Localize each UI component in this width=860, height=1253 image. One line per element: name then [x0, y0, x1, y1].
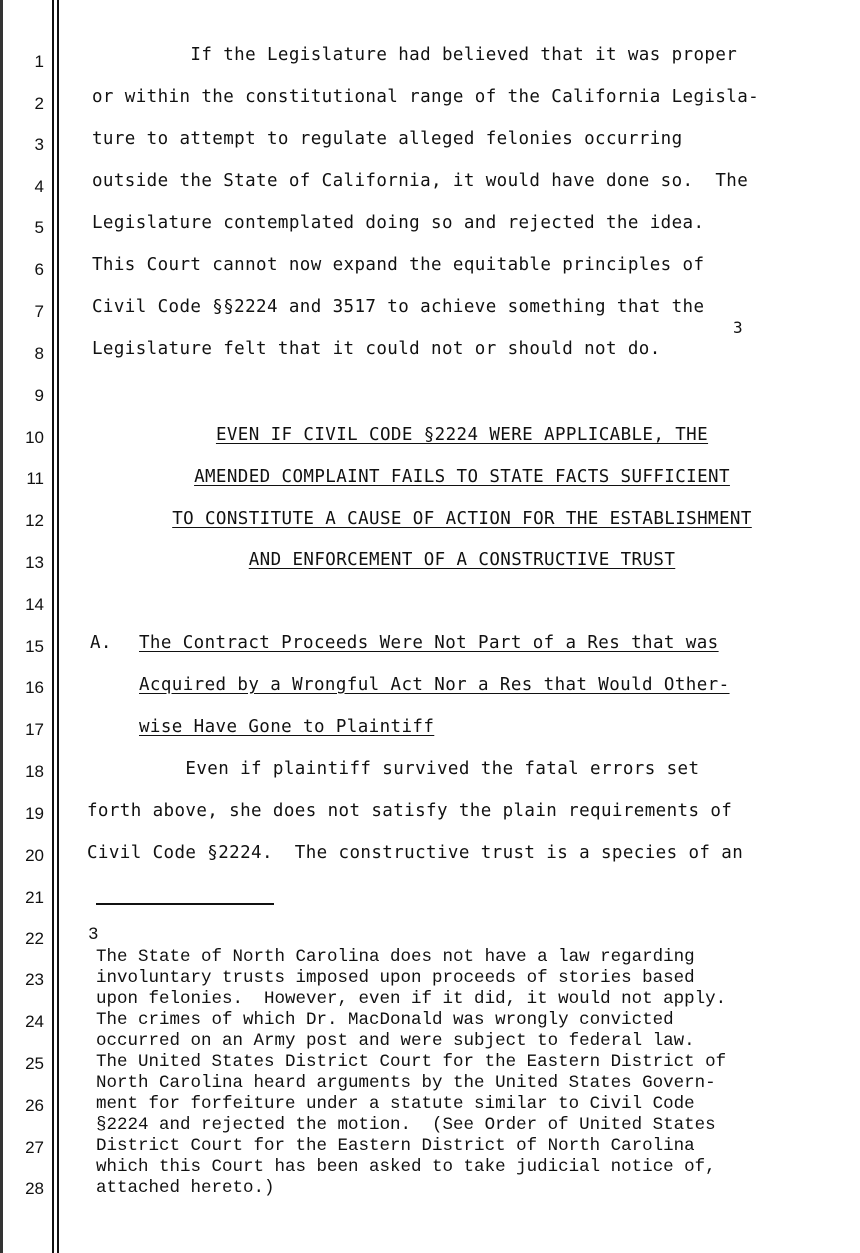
subheading-line: Acquired by a Wrongful Act Nor a Res that Would Other- [139, 675, 730, 695]
text-line: Even if plaintiff survived the fatal errors set [87, 759, 700, 779]
line-number: 9 [34, 386, 44, 405]
heading-line: AND ENFORCEMENT OF A CONSTRUCTIVE TRUST [248, 550, 676, 570]
line-number: 11 [26, 469, 44, 488]
subheading-line: wise Have Gone to Plaintiff [139, 717, 435, 737]
footnote-line: attached hereto.) [96, 1178, 275, 1198]
heading-line: AMENDED COMPLAINT FAILS TO STATE FACTS SUFFICIENT [194, 467, 730, 487]
line-number: 6 [34, 260, 44, 279]
line-number: 15 [25, 637, 44, 656]
line-number: 20 [25, 846, 44, 865]
text-line: Civil Code §2224. The constructive trust is a species of an [87, 843, 744, 863]
line-number: 13 [25, 553, 44, 572]
margin-rule-left [52, 0, 54, 1253]
text-line: outside the State of California, it would have done so. The [92, 171, 749, 191]
line-number: 19 [25, 804, 44, 823]
line-number: 12 [25, 511, 44, 530]
line-number: 4 [34, 177, 44, 196]
line-number: 8 [34, 344, 44, 363]
footnote-reference: 3 [733, 318, 743, 337]
footnote-line: which this Court has been asked to take judicial notice of, [96, 1157, 716, 1177]
heading-line: TO CONSTITUTE A CAUSE OF ACTION FOR THE ESTABLISHMENT [172, 509, 752, 529]
line-number: 23 [25, 970, 44, 989]
line-number: 24 [25, 1012, 44, 1031]
heading-line: EVEN IF CIVIL CODE §2224 WERE APPLICABLE, THE [215, 425, 709, 445]
footnote-line: occurred on an Army post and were subject to federal law. [96, 1031, 695, 1051]
text-line: Legislature felt that it could not or should not do. [92, 339, 661, 359]
footnote-line: District Court for the Eastern District of North Carolina [96, 1136, 695, 1156]
line-number: 25 [25, 1054, 44, 1073]
text-line: ture to attempt to regulate alleged felonies occurring [92, 129, 683, 149]
line-number: 1 [34, 52, 44, 71]
line-number: 16 [25, 678, 44, 697]
footnote-line: ment for forfeiture under a statute similar to Civil Code [96, 1094, 695, 1114]
page-left-edge [0, 0, 3, 1253]
line-number: 3 [34, 135, 44, 154]
footnote-line: The United States District Court for the Eastern District of [96, 1052, 727, 1072]
line-number: 26 [25, 1096, 44, 1115]
text-line: Civil Code §§2224 and 3517 to achieve something that the [92, 297, 705, 317]
subheading-line: The Contract Proceeds Were Not Part of a Res that was [139, 633, 719, 653]
line-number: 27 [25, 1138, 44, 1157]
line-number: 7 [34, 302, 44, 321]
footnote-line: involuntary trusts imposed upon proceeds of stories based [96, 968, 695, 988]
text-line: or within the constitutional range of the California Legisla- [92, 87, 760, 107]
footnote-line: The State of North Carolina does not have a law regarding [96, 947, 695, 967]
margin-rule-right [57, 0, 59, 1253]
text-line: forth above, she does not satisfy the plain requirements of [87, 801, 733, 821]
line-number: 14 [25, 595, 44, 614]
footnote-number: 3 [88, 925, 99, 945]
subheading-label: A. [90, 633, 112, 653]
line-number: 10 [25, 428, 44, 447]
footnote-line: The crimes of which Dr. MacDonald was wrongly convicted [96, 1010, 674, 1030]
line-number: 28 [25, 1179, 44, 1198]
text-line: This Court cannot now expand the equitable principles of [92, 255, 705, 275]
line-number: 22 [25, 929, 44, 948]
footnote-line: North Carolina heard arguments by the United States Govern- [96, 1073, 716, 1093]
line-number: 17 [25, 720, 44, 739]
line-number: 21 [25, 888, 44, 907]
footnote-line: upon felonies. However, even if it did, it would not apply. [96, 989, 727, 1009]
footnote-separator [96, 903, 274, 905]
line-number: 2 [34, 94, 44, 113]
footnote-line: §2224 and rejected the motion. (See Order of United States [96, 1115, 716, 1135]
line-number: 18 [25, 762, 44, 781]
text-line: Legislature contemplated doing so and rejected the idea. [92, 213, 705, 233]
line-number: 5 [34, 218, 44, 237]
text-line: If the Legislature had believed that it was proper [92, 45, 738, 65]
